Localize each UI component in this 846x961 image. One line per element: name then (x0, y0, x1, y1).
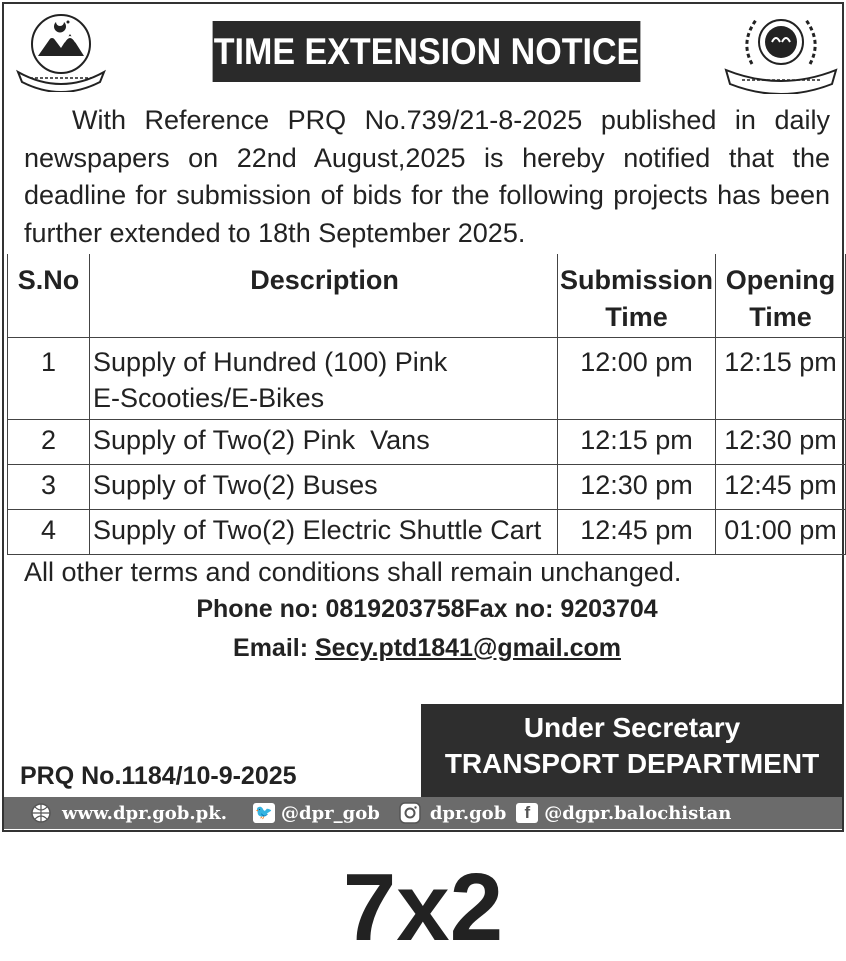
twitter-icon: 🐦 (253, 803, 275, 823)
signature-block (421, 704, 843, 800)
cell-description: Supply of Two(2) Pink Vans (90, 420, 558, 465)
cell-submission-time: 12:45 pm (558, 510, 716, 555)
cell-opening-time: 01:00 pm (715, 510, 845, 555)
cell-submission-time: 12:30 pm (558, 465, 716, 510)
intro-paragraph: With Reference PRQ No.739/21-8-2025 published in daily newspapers on 22nd August,2025 is hereby notified that the deadline for submission of bids for the following projects has been further extended to 18th September 2025. (24, 105, 830, 248)
footer-bar (4, 797, 842, 829)
email-line (4, 634, 846, 663)
header-sno: S.No (8, 254, 90, 338)
header-description: Description (90, 254, 558, 338)
cell-opening-time: 12:45 pm (715, 465, 845, 510)
signature-department: TRANSPORT DEPARTMENT (444, 748, 820, 779)
dgpr-balochistan-emblem-icon (722, 12, 840, 94)
globe-icon (26, 802, 56, 824)
signature-title: Under Secretary (523, 712, 741, 743)
cell-sno: 1 (8, 338, 90, 420)
terms-text: All other terms and conditions shall remain unchanged. (24, 557, 682, 587)
header-submission-line2: Time (605, 302, 668, 332)
table-row (8, 465, 846, 510)
bids-table (7, 254, 846, 555)
cell-sno: 2 (8, 420, 90, 465)
header-submission-time (558, 254, 716, 338)
notice-title: TIME EXTENSION NOTICE (213, 21, 641, 82)
header-opening-line1: Opening (725, 265, 836, 295)
cell-description: Supply of Two(2) Electric Shuttle Cart (90, 510, 558, 555)
cell-submission-time: 12:15 pm (558, 420, 716, 465)
cell-opening-time: 12:15 pm (715, 338, 845, 420)
email-label: Email: (233, 634, 309, 662)
cell-description-line2: E-Scooties/E-Bikes (93, 383, 325, 413)
website-text: www.dpr.gob.pk. (62, 802, 227, 824)
cell-submission-time: 12:00 pm (558, 338, 716, 420)
table-row (8, 420, 846, 465)
footer-facebook[interactable] (516, 803, 731, 824)
header-submission-line1: Submission (559, 265, 714, 295)
instagram-handle: dpr.gob (429, 802, 507, 824)
facebook-icon: f (516, 803, 538, 823)
header-opening-time (715, 254, 845, 338)
notice-frame (2, 2, 844, 832)
cell-description (90, 338, 558, 420)
ad-size-label: 7x2 (342, 854, 504, 961)
cell-sno: 3 (8, 465, 90, 510)
header-opening-line2: Time (749, 302, 812, 332)
facebook-handle: @dgpr.balochistan (544, 802, 732, 824)
cell-sno: 4 (8, 510, 90, 555)
twitter-handle: @dpr_gob (280, 802, 380, 824)
table-row (8, 510, 846, 555)
footer-website[interactable] (26, 802, 227, 824)
table-row (8, 338, 846, 420)
cell-description: Supply of Two(2) Buses (90, 465, 558, 510)
phone-fax-line: Phone no: 0819203758Fax no: 9203704 (196, 595, 658, 623)
cell-opening-time: 12:30 pm (715, 420, 845, 465)
table-header-row (8, 254, 846, 338)
footer-instagram[interactable] (398, 802, 506, 824)
footer-twitter[interactable] (253, 803, 380, 824)
balochistan-government-emblem-icon (16, 12, 106, 92)
prq-number: PRQ No.1184/10-9-2025 (20, 762, 297, 790)
cell-description-line1: Supply of Hundred (100) Pink (93, 347, 448, 377)
instagram-icon (398, 802, 424, 824)
email-link[interactable]: Secy.ptd1841@gmail.com (315, 634, 621, 662)
